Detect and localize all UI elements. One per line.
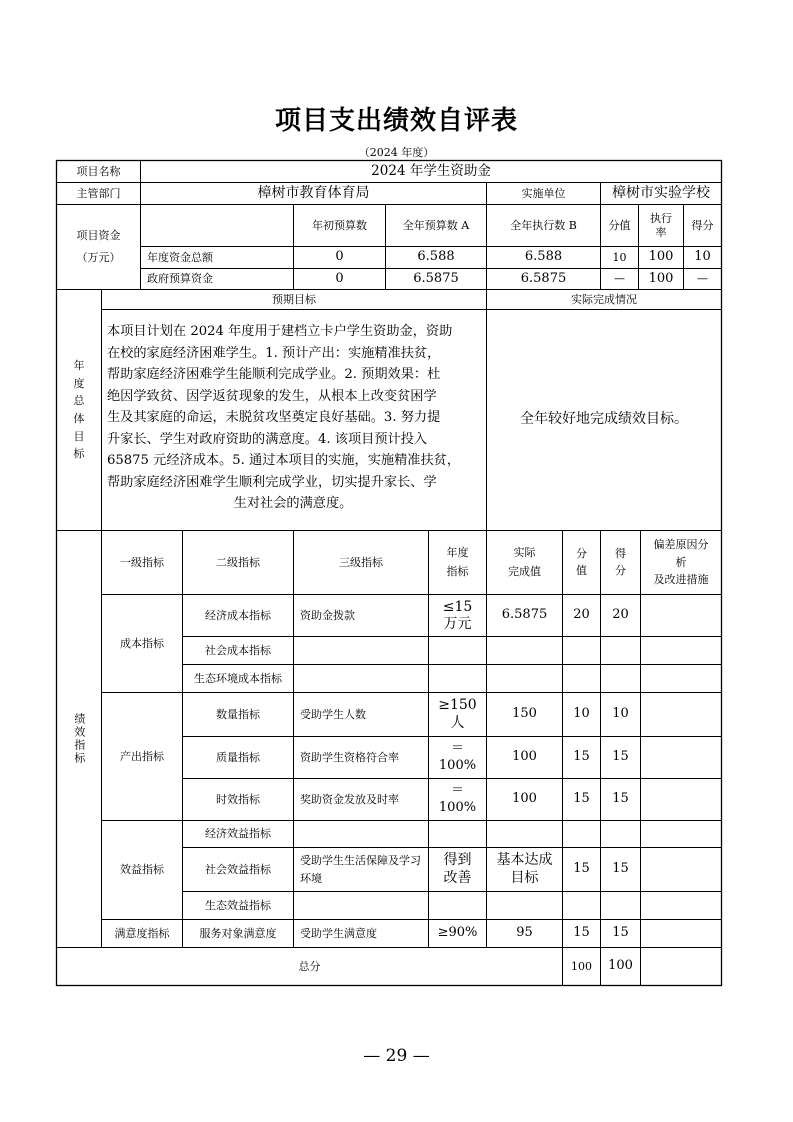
row-level2: 经济成本指标 bbox=[205, 608, 271, 622]
funds-header-initial: 年初预算数 bbox=[312, 218, 367, 232]
goals-line: 65875 元经济成本。5. 通过本项目的实施，实施精准扶贫， bbox=[107, 453, 461, 468]
row-target: ＝ 100% bbox=[438, 741, 477, 773]
funds-header-score-value: 分值 bbox=[608, 218, 631, 232]
funds-row-gov-score-value: — bbox=[614, 272, 625, 286]
header-level1: 一级指标 bbox=[120, 555, 164, 569]
goals-line: 生及其家庭的命运，未脱贫攻坚奠定良好基础。3. 努力提 bbox=[107, 410, 441, 425]
row-score: 15 bbox=[612, 861, 629, 877]
row-target: 得到 改善 bbox=[443, 852, 472, 886]
row-score-value: 15 bbox=[573, 749, 590, 765]
row-level3: 资助学生资格符合率 bbox=[300, 750, 399, 764]
project-name-label: 项目名称 bbox=[76, 164, 121, 178]
row-level2: 时效指标 bbox=[216, 792, 260, 806]
funds-header-score: 得分 bbox=[691, 218, 714, 232]
row-level2: 社会成本指标 bbox=[205, 643, 271, 657]
row-level3: 受助学生生活保障及学习环境 bbox=[300, 853, 421, 885]
row-actual: 100 bbox=[512, 749, 537, 765]
dept-label: 主管部门 bbox=[76, 186, 121, 200]
goals-actual-text: 全年较好地完成绩效目标。 bbox=[520, 411, 688, 428]
group-level1: 效益指标 bbox=[120, 863, 164, 877]
page-title: 项目支出绩效自评表 bbox=[274, 106, 518, 136]
page-subtitle: （2024 年度） bbox=[358, 146, 435, 159]
funds-row-gov-executed: 6.5875 bbox=[520, 270, 567, 286]
row-score-value: 15 bbox=[573, 791, 590, 807]
row-level3: 奖助资金发放及时率 bbox=[300, 792, 399, 806]
group-level1: 产出指标 bbox=[120, 749, 164, 763]
unit-value: 樟树市实验学校 bbox=[612, 184, 710, 201]
row-actual: 6.5875 bbox=[501, 607, 548, 623]
row-score: 15 bbox=[612, 925, 629, 941]
total-label: 总分 bbox=[298, 959, 321, 973]
row-level3: 资助金拨款 bbox=[300, 608, 355, 622]
indicators-label-cell bbox=[57, 531, 101, 947]
funds-row-total-name: 年度资金总额 bbox=[147, 250, 213, 264]
row-level2: 经济效益指标 bbox=[205, 827, 271, 841]
row-score: 15 bbox=[612, 791, 629, 807]
row-score: 15 bbox=[612, 749, 629, 765]
dept-value: 樟树市教育体育局 bbox=[257, 184, 370, 201]
funds-row-total-score-value: 10 bbox=[612, 250, 627, 264]
funds-row-gov-initial: 0 bbox=[335, 270, 344, 286]
row-target: ≥90% bbox=[437, 925, 478, 941]
funds-row-gov-annual: 6.5875 bbox=[413, 270, 459, 286]
indicators-label: 绩效指标 bbox=[72, 713, 86, 765]
funds-header-executed: 全年执行数 B bbox=[510, 218, 577, 232]
goals-line: 帮助家庭经济困难学生能顺利完成学业。2. 预期效果：杜 bbox=[107, 367, 441, 382]
goals-line: 帮助家庭经济困难学生顺利完成学业，切实提升家长、学 bbox=[107, 474, 437, 490]
funds-row-total-annual: 6.588 bbox=[417, 249, 455, 265]
header-target: 年度 指标 bbox=[446, 545, 469, 578]
goals-line: 生对社会的满意度。 bbox=[233, 496, 353, 511]
row-score: 10 bbox=[612, 706, 629, 722]
row-score-value: 10 bbox=[573, 706, 590, 722]
row-score-value: 20 bbox=[573, 607, 590, 623]
row-level2: 生态效益指标 bbox=[205, 898, 271, 912]
funds-row-total-rate: 100 bbox=[648, 249, 674, 265]
row-level2: 质量指标 bbox=[216, 750, 260, 764]
goals-line: 绝因学致贫、因学返贫现象的发生，从根本上改变贫困学 bbox=[107, 388, 437, 404]
row-target: ≤15 万元 bbox=[442, 599, 473, 632]
funds-row-gov-name: 政府预算资金 bbox=[147, 272, 213, 286]
row-actual: 150 bbox=[512, 706, 537, 722]
funds-header-annual: 全年预算数 A bbox=[402, 218, 470, 232]
header-remark: 偏差原因分 析 及改进措施 bbox=[653, 538, 709, 587]
goals-line: 升家长、学生对政府资助的满意度。4. 该项目预计投入 bbox=[107, 431, 428, 447]
header-score: 得 分 bbox=[615, 547, 626, 577]
row-level3: 受助学生人数 bbox=[300, 707, 366, 721]
funds-header-rate: 执行率 bbox=[650, 211, 672, 239]
unit-label: 实施单位 bbox=[521, 186, 566, 200]
row-score: 20 bbox=[612, 607, 629, 623]
row-level3: 受助学生满意度 bbox=[300, 926, 377, 940]
row-level2: 社会效益指标 bbox=[205, 862, 271, 876]
row-actual: 基本达成 目标 bbox=[496, 852, 553, 886]
project-name-value: 2024 年学生资助金 bbox=[371, 163, 491, 180]
funds-row-gov-rate: 100 bbox=[648, 270, 674, 286]
group-level1: 满意度指标 bbox=[114, 926, 170, 940]
funds-row-gov-score: — bbox=[697, 272, 708, 286]
header-level3: 三级指标 bbox=[339, 555, 383, 569]
row-score-value: 15 bbox=[573, 925, 590, 941]
group-level1: 成本指标 bbox=[120, 636, 164, 650]
funds-row-total-executed: 6.588 bbox=[524, 249, 563, 265]
goals-expected-header: 预期目标 bbox=[272, 292, 316, 306]
total-score: 100 bbox=[608, 958, 633, 974]
header-score-value: 分 值 bbox=[576, 547, 587, 577]
goals-line: 在校的家庭经济困难学生。1. 预计产出：实施精准扶贫， bbox=[107, 345, 441, 361]
header-actual: 实际 完成值 bbox=[508, 545, 541, 578]
goals-actual-header: 实际完成情况 bbox=[571, 292, 637, 306]
funds-label: 项目资金 （万元） bbox=[76, 229, 121, 264]
row-level2: 生态环境成本指标 bbox=[194, 671, 282, 685]
page-number: — 29 — bbox=[363, 1046, 430, 1066]
row-target: ＝ 100% bbox=[438, 783, 477, 815]
row-target: ≥150 人 bbox=[438, 697, 477, 731]
total-score-value: 100 bbox=[571, 959, 592, 973]
row-actual: 100 bbox=[512, 791, 537, 807]
goals-label: 年度总体目标 bbox=[73, 359, 85, 461]
header-level2: 二级指标 bbox=[216, 555, 260, 569]
goals-line: 本项目计划在 2024 年度用于建档立卡户学生资助金，资助 bbox=[107, 324, 453, 339]
goals-expected-text bbox=[107, 321, 479, 515]
funds-row-total-score: 10 bbox=[694, 249, 711, 265]
row-score-value: 15 bbox=[573, 861, 590, 877]
row-actual: 95 bbox=[516, 925, 533, 941]
row-level2: 服务对象满意度 bbox=[199, 926, 277, 940]
row-level2: 数量指标 bbox=[216, 707, 260, 721]
funds-row-total-initial: 0 bbox=[335, 249, 344, 265]
